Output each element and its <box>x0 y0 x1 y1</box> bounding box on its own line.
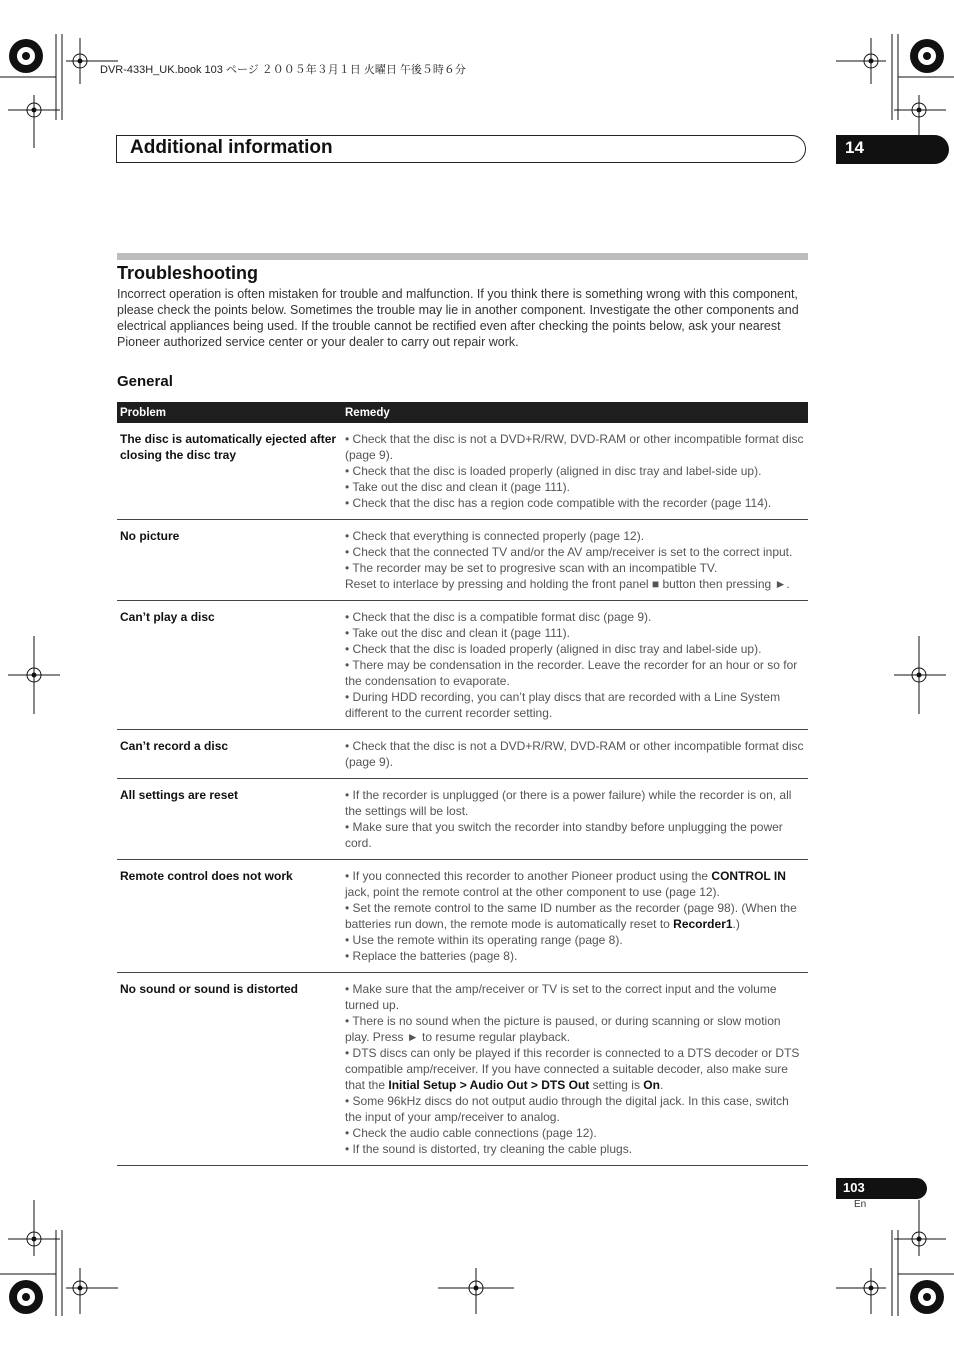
remedy-line: • Check that the connected TV and/or the AV amp/receiver is set to the correct input. <box>345 545 793 559</box>
file-header: DVR-433H_UK.book 103 ページ ２００５年３月１日 火曜日 午後５時６分 <box>100 64 466 76</box>
intro-paragraph: Incorrect operation is often mistaken for trouble and malfunction. If you think there is something wrong with this component, please check the points below. Sometimes the trouble may lie in another component. Investigate the other components and electrical appliances being used. If the trouble cannot be rectified even after checking the points below, ask your nearest Pioneer authorized service center or your dealer to carry out repair work. <box>117 287 799 349</box>
remedy-line <box>345 1045 805 1093</box>
subheading: General <box>117 373 173 390</box>
remedy-cell <box>342 730 808 779</box>
remedy-cell <box>342 423 808 520</box>
problem-cell: Can’t record a disc <box>117 730 342 779</box>
remedy-line: • During HDD recording, you can’t play discs that are recorded with a Line System different to the current recorder setting. <box>345 690 781 720</box>
on-label: On <box>643 1078 660 1092</box>
table-row <box>117 730 808 779</box>
remedy-line <box>345 900 805 932</box>
problem-cell: All settings are reset <box>117 779 342 860</box>
remedy-line: • There may be condensation in the recorder. Leave the recorder for an hour or so for the condensation to evaporate. <box>345 658 798 688</box>
remedy-line: • There is no sound when the picture is paused, or during scanning or slow motion play. Press ► to resume regular playback. <box>345 1014 781 1044</box>
remedy-text: • If you connected this recorder to another Pioneer product using the <box>345 869 712 883</box>
remedy-line: • Check that the disc is loaded properly (aligned in disc tray and label-side up). <box>345 464 762 478</box>
troubleshooting-table <box>117 402 808 1166</box>
control-in-label: CONTROL IN <box>711 869 786 883</box>
table-row <box>117 779 808 860</box>
remedy-cell <box>342 860 808 973</box>
remedy-text: jack, point the remote control at the other component to use (page 12). <box>345 885 720 899</box>
remedy-line: • Check that the disc is not a DVD+R/RW, DVD-RAM or other incompatible format disc (page 9). <box>345 739 804 769</box>
remedy-line: • Check that the disc is not a DVD+R/RW, DVD-RAM or other incompatible format disc (page 9). <box>345 432 804 462</box>
remedy-line: • Check that the disc is a compatible format disc (page 9). <box>345 610 652 624</box>
remedy-line: • The recorder may be set to progresive scan with an incompatible TV. <box>345 561 718 575</box>
remedy-line: • Check that everything is connected properly (page 12). <box>345 529 645 543</box>
remedy-line: • Check that the disc is loaded properly (aligned in disc tray and label-side up). <box>345 642 762 656</box>
column-header-problem: Problem <box>117 402 342 423</box>
problem-cell: No picture <box>117 520 342 601</box>
language-code: En <box>854 1199 867 1210</box>
problem-cell: No sound or sound is distorted <box>117 973 342 1166</box>
remedy-text: setting is <box>589 1078 644 1092</box>
remedy-cell <box>342 601 808 730</box>
remedy-line: Reset to interlace by pressing and holding the front panel ■ button then pressing ►. <box>345 577 790 591</box>
page-number: 103 <box>843 1180 865 1195</box>
remedy-line: • Some 96kHz discs do not output audio through the digital jack. In this case, switch the input of your amp/receiver to analog. <box>345 1094 789 1124</box>
remedy-text: • Set the remote control to the same ID number as the recorder (page 98). (When the batteries run down, the remote mode is automatically reset to <box>345 901 797 931</box>
remedy-cell <box>342 779 808 860</box>
column-header-remedy: Remedy <box>342 402 808 423</box>
heading-rule <box>117 253 808 260</box>
remedy-line <box>345 868 805 900</box>
remedy-line: • Check the audio cable connections (page 12). <box>345 1126 597 1140</box>
remedy-line: • Take out the disc and clean it (page 111). <box>345 626 571 640</box>
page-heading: Troubleshooting <box>117 263 258 283</box>
table-row <box>117 860 808 973</box>
remedy-cell <box>342 520 808 601</box>
remedy-line: • Use the remote within its operating range (page 8). <box>345 933 623 947</box>
section-title: Additional information <box>130 137 333 158</box>
remedy-line: • Make sure that the amp/receiver or TV is set to the correct input and the volume turned up. <box>345 982 777 1012</box>
remedy-line: • Check that the disc has a region code compatible with the recorder (page 114). <box>345 496 772 510</box>
remedy-text: . <box>659 1078 664 1092</box>
remedy-cell <box>342 973 808 1166</box>
problem-cell: Remote control does not work <box>117 860 342 973</box>
chapter-number: 14 <box>845 138 864 157</box>
table-row <box>117 601 808 730</box>
remedy-line: • If the sound is distorted, try cleaning the cable plugs. <box>345 1142 633 1156</box>
table-row <box>117 520 808 601</box>
problem-cell: Can’t play a disc <box>117 601 342 730</box>
recorder1-label: Recorder1 <box>673 917 733 931</box>
remedy-line: • Replace the batteries (page 8). <box>345 949 518 963</box>
table-header-row <box>117 402 808 423</box>
remedy-text: .) <box>732 917 740 931</box>
table-row <box>117 973 808 1166</box>
table-row <box>117 423 808 520</box>
menu-path-label: Initial Setup > Audio Out > DTS Out <box>388 1078 590 1092</box>
remedy-line: • If the recorder is unplugged (or there is a power failure) while the recorder is on, all the settings will be lost. <box>345 788 792 818</box>
problem-cell: The disc is automatically ejected after closing the disc tray <box>117 423 342 520</box>
remedy-line: • Take out the disc and clean it (page 111). <box>345 480 571 494</box>
remedy-text: • DTS discs can only be played if this recorder is connected to a DTS decoder or DTS compatible amp/receiver. If you have connected a suitable decoder, also make sure that the <box>345 1046 800 1092</box>
remedy-line: • Make sure that you switch the recorder into standby before unplugging the power cord. <box>345 820 783 850</box>
